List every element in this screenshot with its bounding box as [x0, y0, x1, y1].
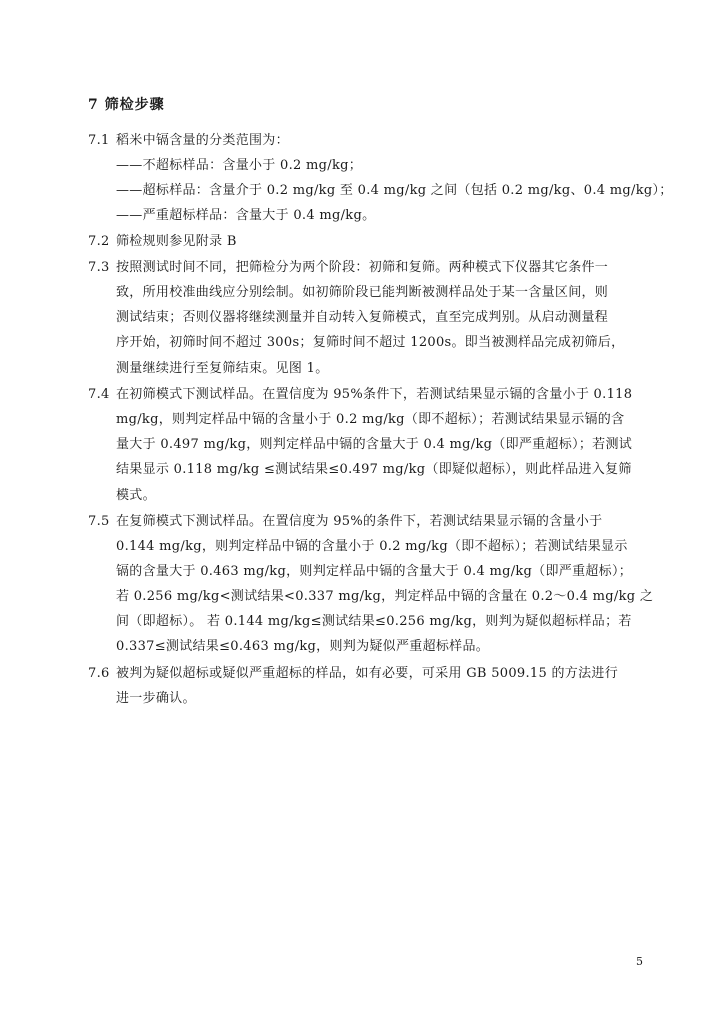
item-7-5-line-1: 7.5 在复筛模式下测试样品。在置信度为 95%的条件下，若测试结果显示镉的含量小于	[88, 514, 603, 529]
item-7-1-line-4: ——严重超标样品：含量大于 0.4 mg/kg。	[116, 208, 376, 223]
item-7-6-line-1: 7.6 被判为疑似超标或疑似严重超标的样品，如有必要，可采用 GB 5009.15 的方法进行	[88, 666, 618, 681]
item-7-5-line-2: 0.144 mg/kg，则判定样品中镉的含量小于 0.2 mg/kg（即不超标）；若测试结果显示	[116, 539, 628, 554]
item-7-4-line-2: mg/kg，则判定样品中镉的含量小于 0.2 mg/kg（即不超标）；若测试结果显示镉的含	[116, 412, 625, 427]
section-heading: 7 筛检步骤	[88, 97, 165, 113]
item-7-2-line-1: 7.2 筛检规则参见附录 B	[88, 234, 237, 249]
item-number: 7.6	[88, 666, 110, 681]
item-number: 7.1	[88, 133, 110, 148]
item-number: 7.2	[88, 234, 110, 249]
item-7-1-line-1: 7.1 稻米中镉含量的分类范围为：	[88, 133, 289, 148]
item-7-5-line-5: 间（即超标）。 若 0.144 mg/kg≤测试结果≤0.256 mg/kg，则判为疑似超标样品；若	[116, 614, 632, 629]
item-7-4-line-3: 量大于 0.497 mg/kg，则判定样品中镉的含量大于 0.4 mg/kg（即严重超标）；若测试	[116, 437, 633, 452]
item-number: 7.5	[88, 514, 110, 529]
item-7-3-line-2: 致，所用校准曲线应分别绘制。如初筛阶段已能判断被测样品处于某一含量区间，则	[116, 285, 609, 300]
item-7-1-line-2: ——不超标样品：含量小于 0.2 mg/kg；	[116, 158, 363, 173]
page-number: 5	[636, 955, 643, 968]
item-7-1-line-3: ——超标样品：含量介于 0.2 mg/kg 至 0.4 mg/kg 之间（包括 0.2 mg/kg、0.4 mg/kg）；	[116, 183, 673, 198]
item-7-3-line-3: 测试结束；否则仪器将继续测量并自动转入复筛模式，直至完成判别。从启动测量程	[116, 310, 609, 325]
item-7-4-line-1: 7.4 在初筛模式下测试样品。在置信度为 95%条件下，若测试结果显示镉的含量小于 0.118	[88, 387, 633, 402]
item-7-3-line-5: 测量继续进行至复筛结束。见图 1。	[116, 361, 329, 376]
item-7-6-line-2: 进一步确认。	[116, 691, 196, 706]
item-7-4-line-5: 模式。	[116, 488, 156, 503]
item-7-4-line-4: 结果显示 0.118 mg/kg ≤测试结果≤0.497 mg/kg（即疑似超标），则此样品进入复筛	[116, 462, 632, 477]
item-7-3-line-1: 7.3 按照测试时间不同，把筛检分为两个阶段：初筛和复筛。两种模式下仪器其它条件一	[88, 260, 609, 275]
item-number: 7.3	[88, 260, 110, 275]
item-7-5-line-4: 若 0.256 mg/kg<测试结果<0.337 mg/kg，判定样品中镉的含量在 0.2～0.4 mg/kg 之	[116, 589, 654, 604]
item-7-5-line-3: 镉的含量大于 0.463 mg/kg，则判定样品中镉的含量大于 0.4 mg/kg（即严重超标）；	[116, 564, 633, 579]
item-7-3-line-4: 序开始，初筛时间不超过 300s；复筛时间不超过 1200s。即当被测样品完成初筛后，	[116, 335, 625, 350]
item-7-5-line-6: 0.337≤测试结果≤0.463 mg/kg，则判为疑似严重超标样品。	[116, 639, 490, 654]
item-number: 7.4	[88, 387, 110, 402]
